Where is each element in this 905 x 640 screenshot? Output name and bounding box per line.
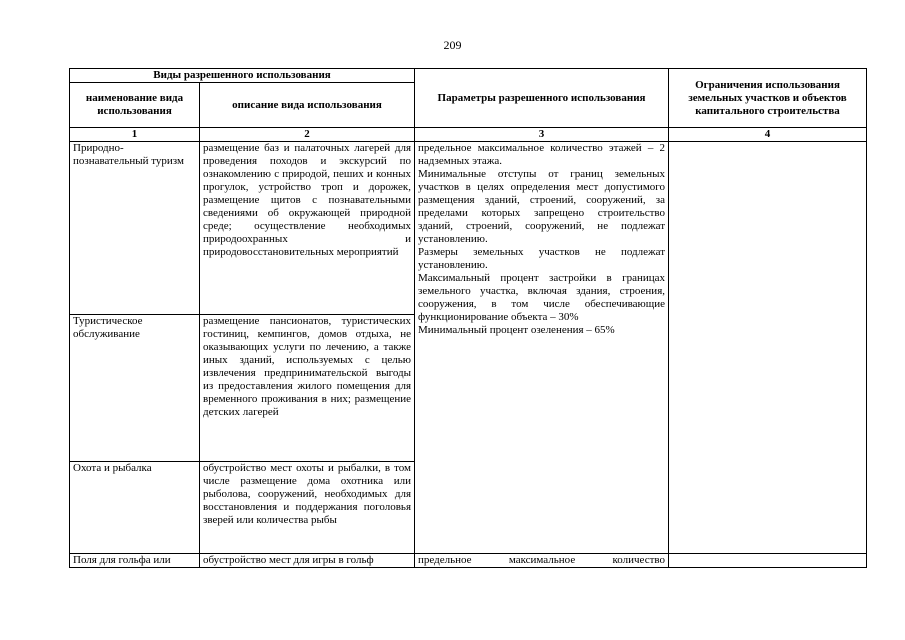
use-name: Поля для гольфа или	[70, 554, 200, 568]
shared-parameters	[415, 142, 669, 554]
parameter-line: Минимальный процент озеленения – 65%	[418, 324, 615, 336]
parameter-line: Размеры земельных участков не подлежат установлению.	[418, 246, 666, 271]
table-row	[70, 554, 867, 568]
parameter-line: предельное максимальное количество этажей – 2 надземных этажа.	[418, 142, 666, 167]
column-number-4: 4	[669, 128, 867, 142]
use-parameters: предельное максимальное количество	[415, 554, 669, 568]
use-description: обустройство мест для игры в гольф	[200, 554, 415, 568]
use-description: размещение пансионатов, туристических гостиниц, кемпингов, домов отдыха, не оказывающих услуги по лечению, а также иных зданий, используемых с целью извлечения предпринимательской выгоды из предоставления жилого помещения для временного проживания в них; размещение детских лагерей	[200, 315, 415, 462]
column-number-3: 3	[415, 128, 669, 142]
restrictions-header: Ограничения использования земельных участков и объектов капитального строительства	[669, 69, 867, 128]
use-description: обустройство мест охоты и рыбалки, в том числе размещение дома охотника или рыболова, сооружений, необходимых для восстановления и поддержания поголовья зверей или количества рыбы	[200, 462, 415, 554]
description-header: описание вида использования	[200, 83, 415, 128]
land-use-table	[69, 68, 867, 568]
use-name: Туристическое обслуживание	[70, 315, 200, 462]
column-number-1: 1	[70, 128, 200, 142]
group-header: Виды разрешенного использования	[70, 69, 415, 83]
table-row	[70, 142, 867, 315]
parameter-line: Минимальные отступы от границ земельных участков в целях определения мест допустимого размещения зданий, строений, сооружений, за пределами которых запрещено строительство зданий, строений, сооружений, не подлежат установлению.	[418, 168, 666, 245]
column-number-row	[70, 128, 867, 142]
column-number-2: 2	[200, 128, 415, 142]
page-number: 209	[443, 38, 462, 52]
use-description: размещение баз и палаточных лагерей для проведения походов и экскурсий по ознакомлению с природой, пеших и конных прогулок, устройство троп и дорожек, размещение щитов с познавательными сведениями об окружающей природной среде; осуществление необходимых природоохранных и природовосстановительных мероприятий	[200, 142, 415, 315]
parameter-line: Максимальный процент застройки в границах земельного участка, включая здания, строения, сооружения, в том числе обеспечивающие функционирование объекта – 30%	[418, 272, 666, 323]
header-row-1	[70, 69, 867, 83]
use-name: Охота и рыбалка	[70, 462, 200, 554]
restrictions-cell	[669, 554, 867, 568]
name-header: наименование вида использования	[70, 83, 200, 128]
restrictions-cell	[669, 142, 867, 554]
parameters-header: Параметры разрешенного использования	[415, 69, 669, 128]
use-name: Природно-познавательный туризм	[70, 142, 200, 315]
